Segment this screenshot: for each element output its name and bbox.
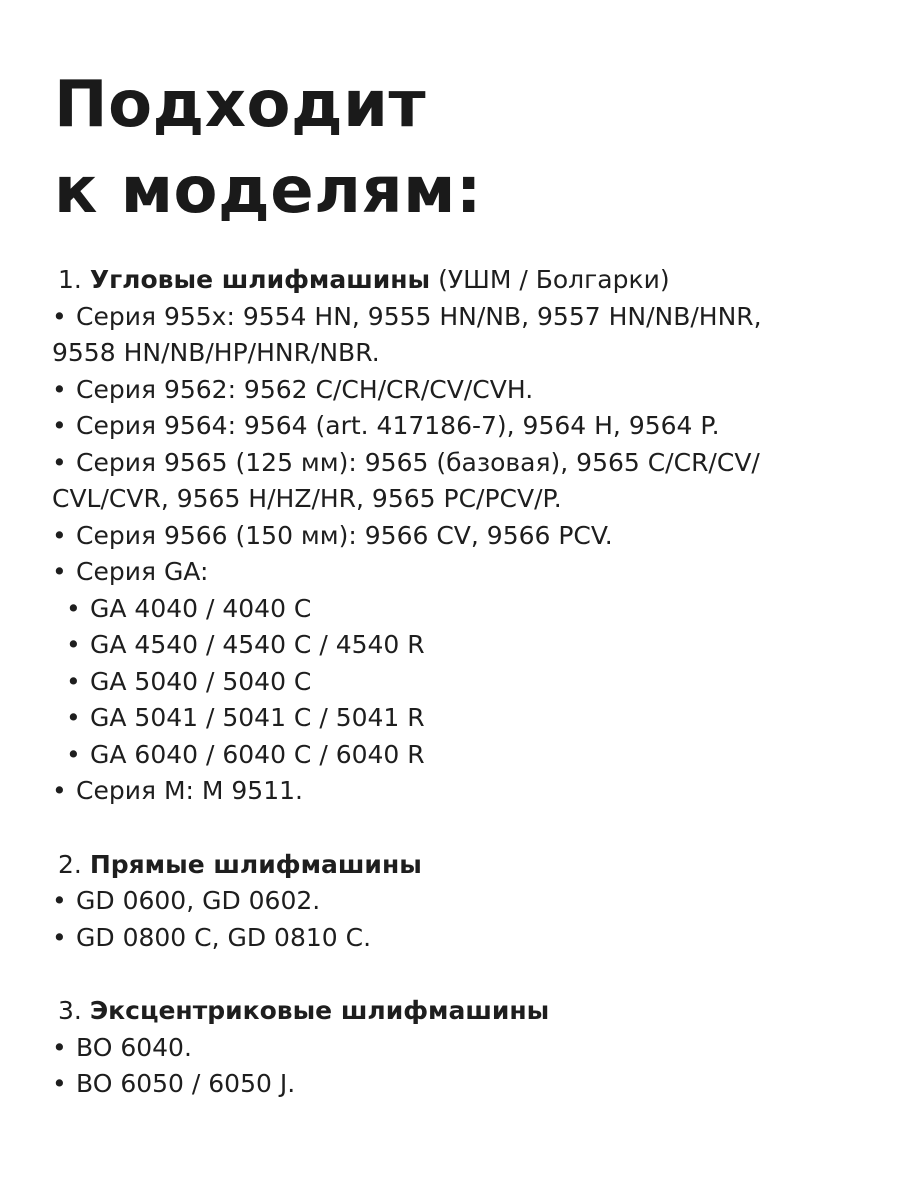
bullet-icon: • xyxy=(52,557,67,586)
bullet-icon: • xyxy=(52,922,67,952)
section-gap xyxy=(52,810,872,847)
sub-list-item: • GA 4040 / 4040 C xyxy=(52,591,872,628)
list-item: • Серия 9562: 9562 C/CH/CR/CV/CVH. xyxy=(52,372,872,409)
bullet-icon: • xyxy=(52,886,67,915)
page-title xyxy=(54,62,482,234)
models-list xyxy=(52,262,872,1103)
list-item: • GD 0800 C, GD 0810 C. xyxy=(52,920,872,957)
list-item: • BO 6050 / 6050 J. xyxy=(52,1066,872,1103)
section-heading-2 xyxy=(52,847,872,884)
bullet-icon: • xyxy=(66,666,81,696)
bullet-icon: • xyxy=(66,739,81,769)
bullet-icon: • xyxy=(52,776,67,805)
bullet-icon: • xyxy=(52,411,67,440)
list-item: • Серия 955x: 9554 HN, 9555 HN/NB, 9557 HN/NB/HNR, xyxy=(52,299,872,336)
section-gap xyxy=(52,956,872,993)
list-item: • Серия 9566 (150 мм): 9566 CV, 9566 PCV. xyxy=(52,518,872,555)
sub-list-item: • GA 4540 / 4540 C / 4540 R xyxy=(52,627,872,664)
bullet-icon: • xyxy=(66,630,81,659)
section-number: 3. xyxy=(58,996,82,1025)
section-number: 1. xyxy=(58,265,82,294)
bullet-icon: • xyxy=(52,1032,67,1062)
bullet-icon: • xyxy=(52,1069,67,1098)
bullet-icon: • xyxy=(66,703,81,732)
sub-list-item: • GA 5040 / 5040 C xyxy=(52,664,872,701)
sub-list-item: • GA 5041 / 5041 C / 5041 R xyxy=(52,700,872,737)
section-heading-1 xyxy=(52,262,872,299)
title-line-1: Подходит xyxy=(54,68,427,142)
section-number: 2. xyxy=(58,849,82,879)
list-item-continuation: CVL/CVR, 9565 H/HZ/HR, 9565 PC/PCV/P. xyxy=(52,484,562,513)
list-item-continuation: 9558 HN/NB/HP/HNR/NBR. xyxy=(52,338,380,367)
bullet-icon: • xyxy=(52,374,67,404)
sub-list-item: • GA 6040 / 6040 C / 6040 R xyxy=(52,737,872,774)
section-title: Прямые шлифмашины xyxy=(89,849,422,879)
list-item: • Серия M: M 9511. xyxy=(52,773,872,810)
section-title: Угловые шлифмашины xyxy=(89,265,431,294)
section-suffix: (УШМ / Болгарки) xyxy=(430,265,670,294)
title-line-2: к моделям: xyxy=(54,154,482,228)
bullet-icon: • xyxy=(52,301,67,331)
list-item: • Серия GA: xyxy=(52,554,872,591)
list-item: • Серия 9564: 9564 (art. 417186-7), 9564 H, 9564 P. xyxy=(52,408,872,445)
bullet-icon: • xyxy=(52,447,67,477)
list-item: • Серия 9565 (125 мм): 9565 (базовая), 9565 C/CR/CV/ xyxy=(52,445,872,482)
bullet-icon: • xyxy=(52,520,67,550)
list-item: • GD 0600, GD 0602. xyxy=(52,883,872,920)
section-heading-3 xyxy=(52,993,872,1030)
section-title: Эксцентриковые шлифмашины xyxy=(89,996,550,1025)
bullet-icon: • xyxy=(66,593,81,623)
list-item: • BO 6040. xyxy=(52,1030,872,1067)
